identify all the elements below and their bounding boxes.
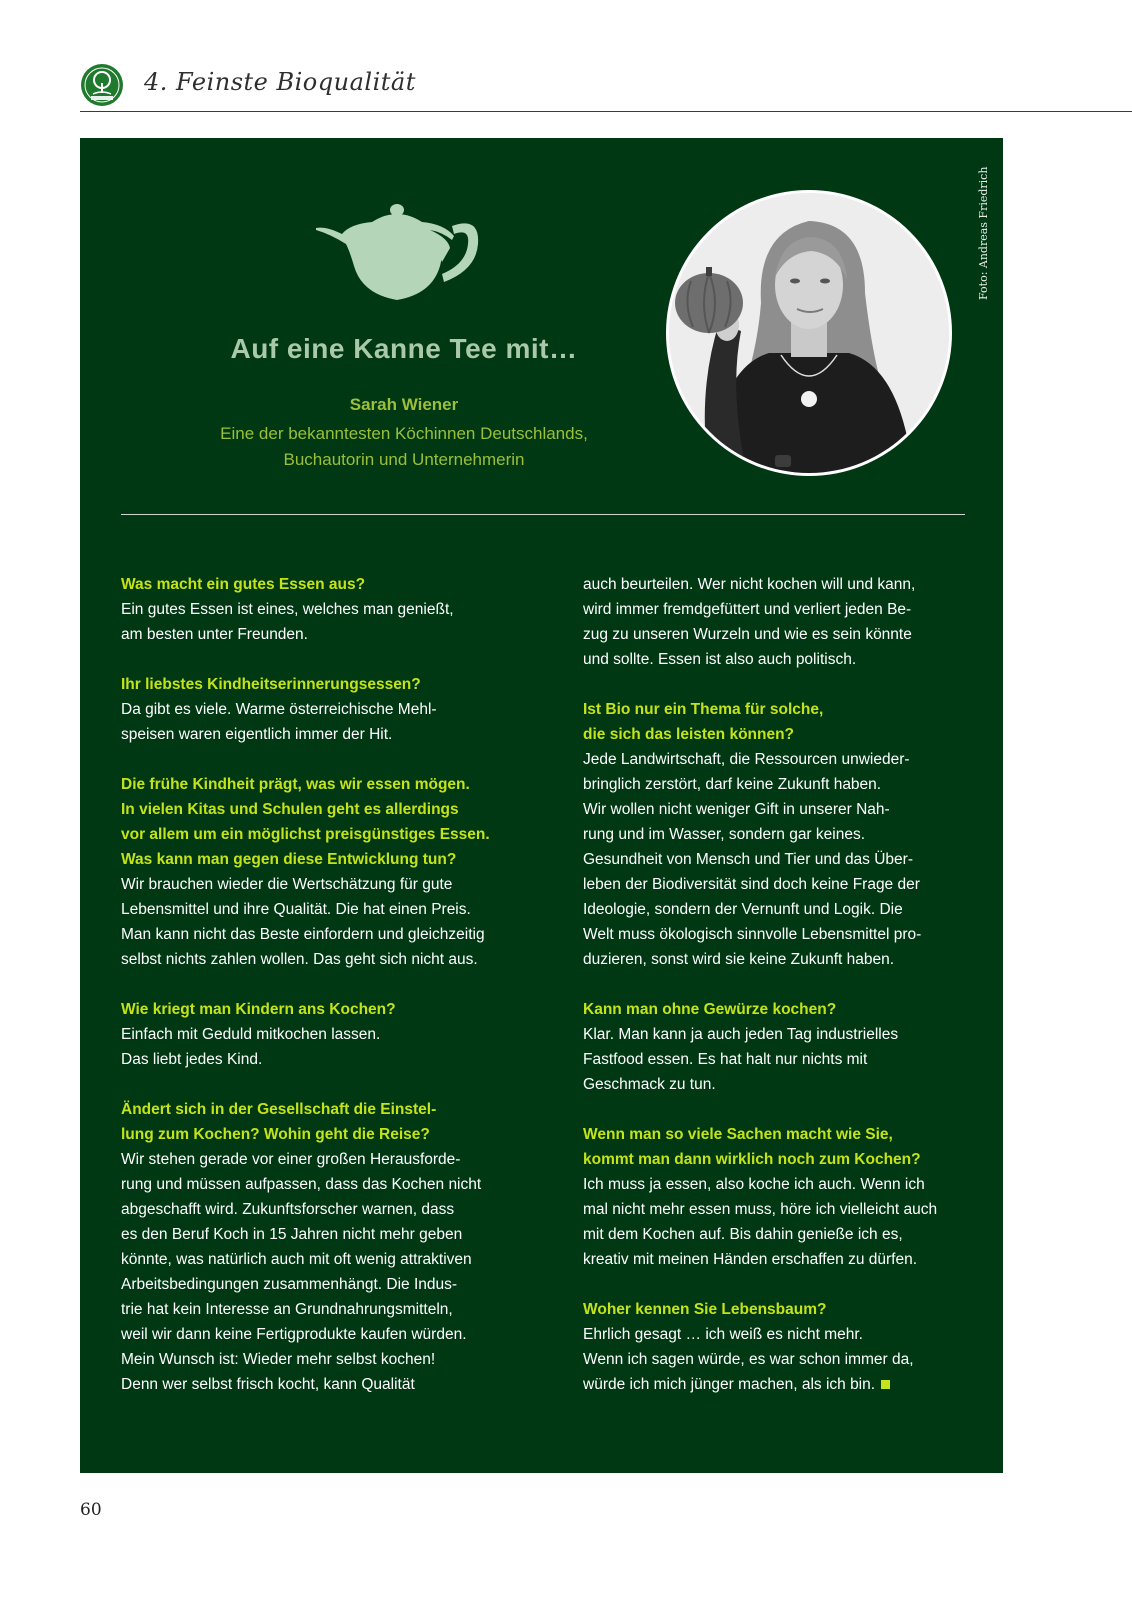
qa-block bbox=[583, 1122, 963, 1272]
question-line: Kann man ohne Gewürze kochen? bbox=[583, 1001, 837, 1018]
answer-line: trie hat kein Interesse an Grundnahrungsmitteln, bbox=[121, 1301, 453, 1318]
answer-line: auch beurteilen. Wer nicht kochen will und kann, bbox=[583, 576, 916, 593]
qa-block bbox=[583, 572, 963, 672]
question-line: Ändert sich in der Gesellschaft die Einstel- bbox=[121, 1101, 437, 1118]
photo-credit: Foto: Andreas Friedrich bbox=[977, 166, 990, 300]
answer-line: mit dem Kochen auf. Bis dahin genieße ich es, bbox=[583, 1226, 903, 1243]
question-line: In vielen Kitas und Schulen geht es allerdings bbox=[121, 801, 459, 818]
answer-line: Klar. Man kann ja auch jeden Tag industrielles bbox=[583, 1026, 899, 1043]
answer-line: Wir stehen gerade vor einer großen Herausforde- bbox=[121, 1151, 461, 1168]
question-line: Ihr liebstes Kindheitserinnerungsessen? bbox=[121, 676, 421, 693]
answer-line: und sollte. Essen ist also auch politisch. bbox=[583, 651, 857, 668]
qa-block bbox=[121, 572, 541, 647]
interview-column-left bbox=[121, 572, 541, 1422]
lebensbaum-logo-icon bbox=[80, 63, 124, 107]
answer-line: weil wir dann keine Fertigprodukte kaufen würden. bbox=[121, 1326, 467, 1343]
interview-title: Auf eine Kanne Tee mit… bbox=[230, 333, 578, 364]
question-line: Wenn man so viele Sachen macht wie Sie, bbox=[583, 1126, 893, 1143]
page-number: 60 bbox=[80, 1500, 102, 1520]
answer-line: Ich muss ja essen, also koche ich auch. Wenn ich bbox=[583, 1176, 925, 1193]
answer-line: Mein Wunsch ist: Wieder mehr selbst kochen! bbox=[121, 1351, 436, 1368]
interviewee-name: Sarah Wiener bbox=[349, 395, 459, 414]
question-line: vor allem um ein möglichst preisgünstiges Essen. bbox=[121, 826, 490, 843]
answer-line: Einfach mit Geduld mitkochen lassen. bbox=[121, 1026, 381, 1043]
answer-line: Wenn ich sagen würde, es war schon immer da, bbox=[583, 1351, 914, 1368]
answer-line: bringlich zerstört, darf keine Zukunft haben. bbox=[583, 776, 882, 793]
qa-block bbox=[583, 997, 963, 1097]
answer-line: Man kann nicht das Beste einfordern und gleichzeitig bbox=[121, 926, 485, 943]
question-line: Ist Bio nur ein Thema für solche, bbox=[583, 701, 824, 718]
answer-line: Ideologie, sondern der Vernunft und Logik. Die bbox=[583, 901, 903, 918]
answer-line: Gesundheit von Mensch und Tier und das Über- bbox=[583, 851, 913, 868]
chapter-title: 4. Feinste Bioqualität bbox=[144, 68, 416, 96]
answer-line: es den Beruf Koch in 15 Jahren nicht mehr geben bbox=[121, 1226, 463, 1243]
end-square-icon bbox=[881, 1380, 890, 1389]
question-line: Die frühe Kindheit prägt, was wir essen mögen. bbox=[121, 776, 470, 793]
answer-line: rung und im Wasser, sondern gar keines. bbox=[583, 826, 866, 843]
answer-line: Das liebt jedes Kind. bbox=[121, 1051, 263, 1068]
answer-line: Lebensmittel und ihre Qualität. Die hat einen Preis. bbox=[121, 901, 471, 918]
section-divider bbox=[121, 514, 965, 515]
teapot-icon bbox=[312, 204, 482, 304]
answer-line: Geschmack zu tun. bbox=[583, 1076, 716, 1093]
answer-line: Jede Landwirtschaft, die Ressourcen unwieder- bbox=[583, 751, 910, 768]
answer-line: Denn wer selbst frisch kocht, kann Qualität bbox=[121, 1376, 415, 1393]
question-line: kommt man dann wirklich noch zum Kochen? bbox=[583, 1151, 921, 1168]
answer-line: Fastfood essen. Es hat halt nur nichts mit bbox=[583, 1051, 868, 1068]
answer-line: Da gibt es viele. Warme österreichische Mehl- bbox=[121, 701, 437, 718]
answer-line: zug zu unseren Wurzeln und wie es sein könnte bbox=[583, 626, 912, 643]
answer-line: leben der Biodiversität sind doch keine Frage der bbox=[583, 876, 920, 893]
answer-line: Welt muss ökologisch sinnvolle Lebensmittel pro- bbox=[583, 926, 922, 943]
qa-block bbox=[121, 1097, 541, 1397]
answer-line: Wir brauchen wieder die Wertschätzung für gute bbox=[121, 876, 453, 893]
qa-block bbox=[583, 1297, 963, 1397]
qa-block bbox=[121, 997, 541, 1072]
question-line: lung zum Kochen? Wohin geht die Reise? bbox=[121, 1126, 430, 1143]
answer-line: Ein gutes Essen ist eines, welches man genießt, bbox=[121, 601, 454, 618]
answer-line-text: würde ich mich jünger machen, als ich bin. bbox=[583, 1376, 876, 1393]
answer-line: am besten unter Freunden. bbox=[121, 626, 308, 643]
answer-line-final bbox=[583, 1372, 963, 1397]
header-divider bbox=[80, 111, 1132, 112]
answer-line: Ehrlich gesagt … ich weiß es nicht mehr. bbox=[583, 1326, 863, 1343]
answer-line: duzieren, sonst wird sie keine Zukunft haben. bbox=[583, 951, 895, 968]
answer-line: abgeschafft wird. Zukunftsforscher warnen, dass bbox=[121, 1201, 455, 1218]
answer-line: rung und müssen aufpassen, dass das Kochen nicht bbox=[121, 1176, 482, 1193]
answer-line: Arbeitsbedingungen zusammenhängt. Die Indus- bbox=[121, 1276, 458, 1293]
question-line: Was kann man gegen diese Entwicklung tun? bbox=[121, 851, 457, 868]
answer-line: wird immer fremdgefüttert und verliert jeden Be- bbox=[583, 601, 912, 618]
description-line: Eine der bekanntesten Köchinnen Deutschlands, bbox=[220, 424, 588, 443]
question-line: Was macht ein gutes Essen aus? bbox=[121, 576, 366, 593]
answer-line: mal nicht mehr essen muss, höre ich vielleicht auch bbox=[583, 1201, 938, 1218]
interview-column-right bbox=[583, 572, 963, 1422]
answer-line: speisen waren eigentlich immer der Hit. bbox=[121, 726, 393, 743]
qa-block bbox=[121, 772, 541, 972]
answer-line: könnte, was natürlich auch mit oft wenig attraktiven bbox=[121, 1251, 472, 1268]
question-line: Woher kennen Sie Lebensbaum? bbox=[583, 1301, 827, 1318]
interviewee-description bbox=[150, 421, 658, 473]
answer-line: selbst nichts zahlen wollen. Das geht sich nicht aus. bbox=[121, 951, 478, 968]
qa-block bbox=[583, 697, 963, 972]
question-line: Wie kriegt man Kindern ans Kochen? bbox=[121, 1001, 396, 1018]
question-line: die sich das leisten können? bbox=[583, 726, 795, 743]
answer-line: Wir wollen nicht weniger Gift in unserer Nah- bbox=[583, 801, 890, 818]
portrait-photo bbox=[666, 190, 952, 476]
answer-line: kreativ mit meinen Händen erschaffen zu dürfen. bbox=[583, 1251, 918, 1268]
qa-block bbox=[121, 672, 541, 747]
description-line: Buchautorin und Unternehmerin bbox=[283, 450, 525, 469]
